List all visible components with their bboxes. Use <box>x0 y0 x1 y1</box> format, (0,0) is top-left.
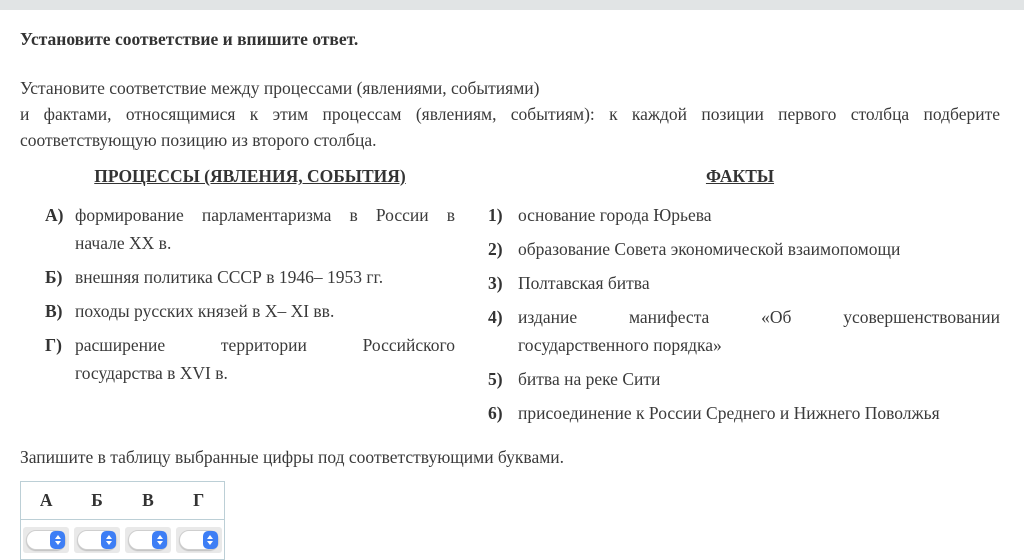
stepper-up-icon[interactable] <box>106 535 112 539</box>
fact-item-2-line-1: образование Совета экономической взаимопомощи <box>518 239 901 259</box>
answer-cell-v <box>123 520 174 560</box>
processes-column <box>20 165 455 433</box>
fact-item-1-label: 1) <box>488 205 503 225</box>
processes-list <box>20 201 455 387</box>
answer-input-g-field[interactable] <box>179 530 219 550</box>
process-item-b-text <box>75 263 455 291</box>
fact-item-1-text <box>518 201 1000 229</box>
fact-item-4-text <box>518 303 1000 359</box>
question-page <box>0 10 1024 560</box>
answer-header-b: Б <box>72 482 123 520</box>
process-item-b-label: Б) <box>45 267 63 287</box>
fact-item-2-text <box>518 235 1000 263</box>
intro-paragraph <box>20 75 1000 153</box>
facts-column <box>480 165 1000 433</box>
process-item-g-text <box>75 331 455 387</box>
processes-header-wrap <box>45 165 455 187</box>
fact-item-5-text <box>518 365 1000 393</box>
stepper-down-icon[interactable] <box>207 541 213 545</box>
process-item-v-label: В) <box>45 301 63 321</box>
process-item-v <box>20 297 455 325</box>
fact-item-1 <box>480 201 1000 229</box>
fact-item-5 <box>480 365 1000 393</box>
answer-cell-g <box>174 520 225 560</box>
facts-list <box>480 201 1000 427</box>
process-item-g-line-1: расширение территории Российского <box>75 335 455 355</box>
process-item-a-line-2: начале XX в. <box>75 233 172 253</box>
process-item-g-label: Г) <box>45 335 62 355</box>
answer-header-a: А <box>21 482 72 520</box>
fact-item-6 <box>480 399 1000 427</box>
fact-item-4-label: 4) <box>488 307 503 327</box>
answer-table <box>20 481 225 560</box>
process-item-v-line-1: походы русских князей в X– XI вв. <box>75 301 335 321</box>
fact-item-6-line-1: присоединение к России Среднего и Нижнего Поволжья <box>518 403 940 423</box>
process-item-v-text <box>75 297 455 325</box>
intro-line-3: соответствующую позицию из второго столбца. <box>20 130 377 150</box>
process-item-g <box>20 331 455 387</box>
process-item-a-label: А) <box>45 205 64 225</box>
intro-line-2: и фактами, относящимися к этим процессам (явлениям, событиям): к каждой позиции первого столбца подберите <box>20 104 1000 124</box>
answer-table-input-row <box>21 520 225 560</box>
fact-item-5-line-1: битва на реке Сити <box>518 369 661 389</box>
process-item-b-line-1: внешняя политика СССР в 1946– 1953 гг. <box>75 267 384 287</box>
stepper-down-icon[interactable] <box>106 541 112 545</box>
fact-item-2 <box>480 235 1000 263</box>
process-item-b <box>20 263 455 291</box>
answer-input-v-field[interactable] <box>128 530 168 550</box>
answer-input-g-stepper[interactable] <box>203 531 218 549</box>
fact-item-4 <box>480 303 1000 359</box>
process-item-a-text <box>75 201 455 257</box>
stepper-down-icon[interactable] <box>55 541 61 545</box>
answer-input-b-field[interactable] <box>77 530 117 550</box>
fact-item-6-label: 6) <box>488 403 503 423</box>
fact-item-4-line-2: государственного порядка» <box>518 335 722 355</box>
fact-item-2-label: 2) <box>488 239 503 259</box>
fact-item-3-text <box>518 269 1000 297</box>
stepper-up-icon[interactable] <box>207 535 213 539</box>
answer-input-a-stepper[interactable] <box>50 531 65 549</box>
processes-header: ПРОЦЕССЫ (ЯВЛЕНИЯ, СОБЫТИЯ) <box>94 166 406 186</box>
process-item-g-line-2: государства в XVI в. <box>75 363 228 383</box>
answer-cell-b <box>72 520 123 560</box>
answer-header-g: Г <box>174 482 225 520</box>
fact-item-6-text <box>518 399 1000 427</box>
stepper-up-icon[interactable] <box>55 535 61 539</box>
fact-item-3-label: 3) <box>488 273 503 293</box>
answer-header-v: В <box>123 482 174 520</box>
fact-item-3-line-1: Полтавская битва <box>518 273 650 293</box>
stepper-up-icon[interactable] <box>157 535 163 539</box>
top-strip <box>0 0 1024 10</box>
answer-instruction: Запишите в таблицу выбранные цифры под соответствующими буквами. <box>20 447 565 467</box>
answer-input-b-stepper[interactable] <box>101 531 116 549</box>
stepper-down-icon[interactable] <box>157 541 163 545</box>
facts-header-wrap <box>480 165 1000 187</box>
fact-item-4-line-1: издание манифеста «Об усовершенствовании <box>518 307 1000 327</box>
process-item-a-line-1: формирование парламентаризма в России в <box>75 205 455 225</box>
intro-line-1: Установите соответствие между процессами (явлениями, событиями) <box>20 78 540 98</box>
answer-cell-a <box>21 520 72 560</box>
facts-header: ФАКТЫ <box>705 166 775 186</box>
process-item-a <box>20 201 455 257</box>
answer-input-a-field[interactable] <box>26 530 66 550</box>
answer-input-v-stepper[interactable] <box>152 531 167 549</box>
matching-columns <box>20 165 1000 433</box>
fact-item-5-label: 5) <box>488 369 503 389</box>
answer-table-header-row <box>21 482 225 520</box>
question-title: Установите соответствие и впишите ответ. <box>20 29 359 49</box>
fact-item-1-line-1: основание города Юрьева <box>518 205 712 225</box>
fact-item-3 <box>480 269 1000 297</box>
